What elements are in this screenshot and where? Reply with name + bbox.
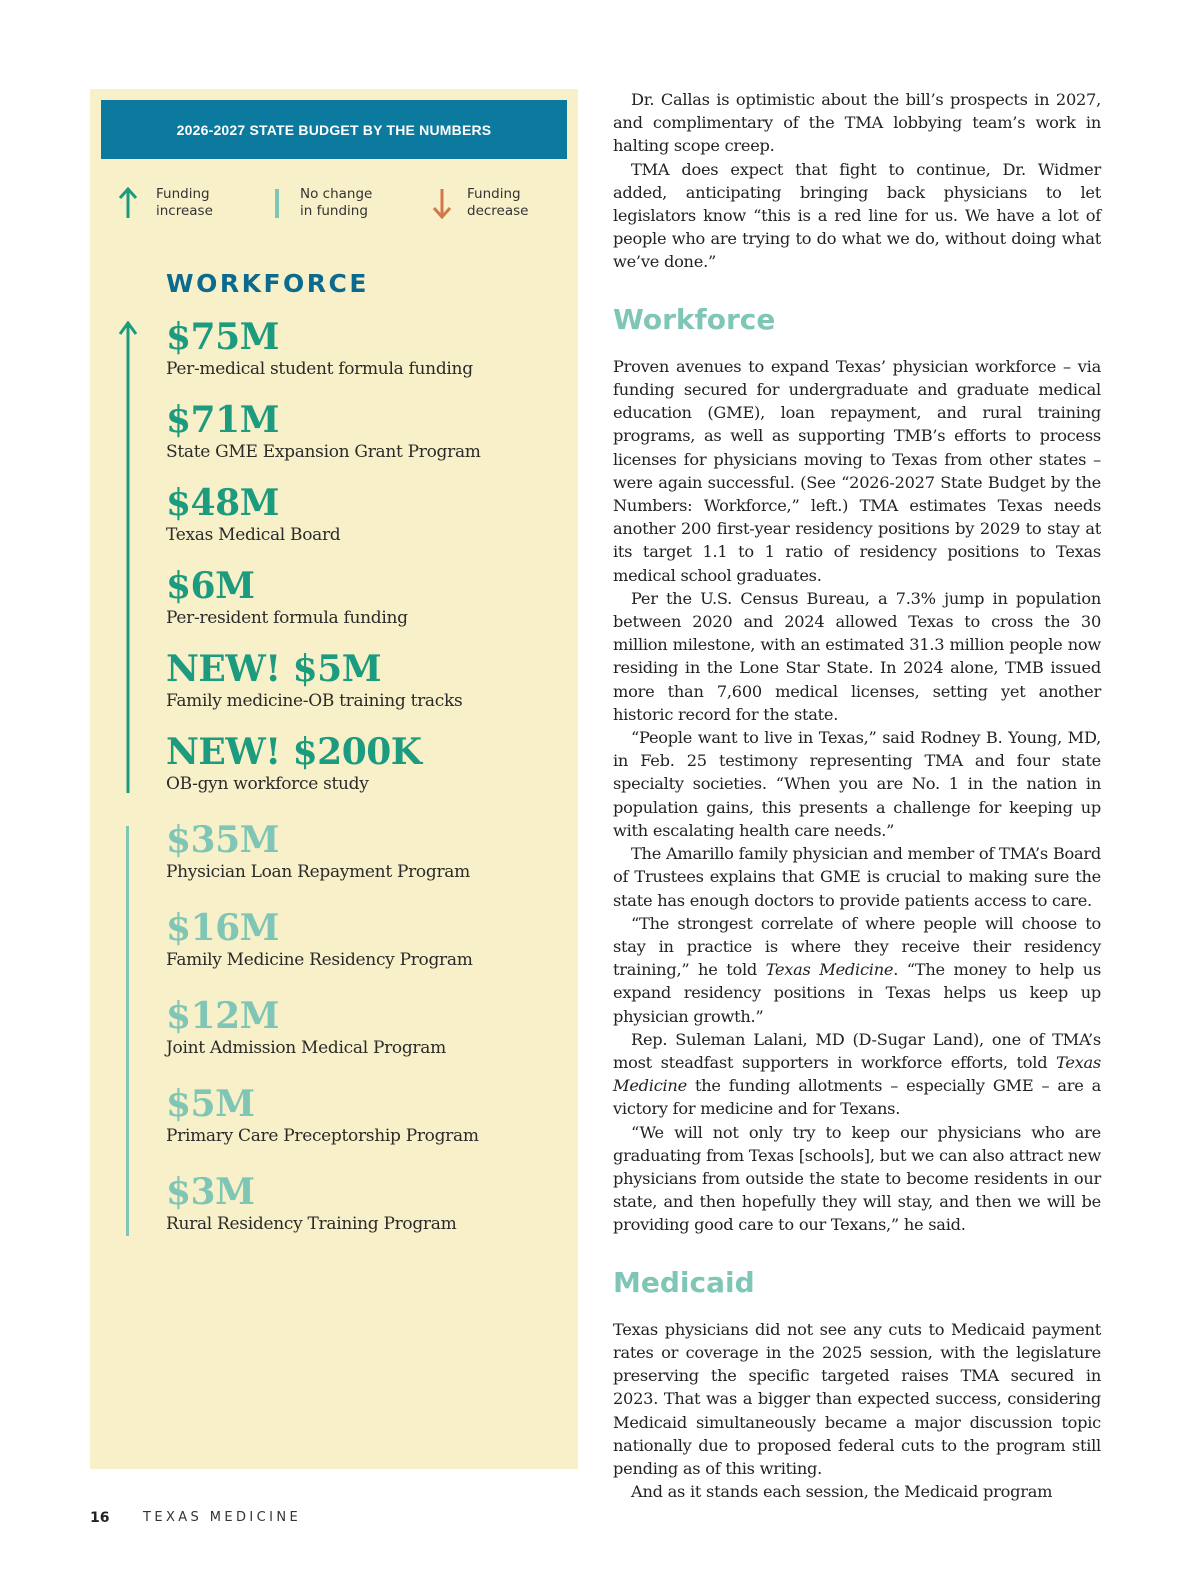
article-column	[613, 88, 1101, 1503]
paragraph	[613, 912, 1101, 1028]
budget-amount: $5M	[166, 1083, 255, 1125]
paragraph: TMA does expect that fight to continue, Dr. Widmer added, anticipating bringing back physicians to let legislators know “this is a red line for us. We have a lot of people who are trying to do what we do, without doing what we’ve done.”	[613, 159, 1101, 272]
budget-amount: $3M	[166, 1171, 255, 1213]
legend-no-change-line2: in funding	[300, 203, 368, 219]
budget-amount: $75M	[166, 316, 279, 358]
budget-label: Family medicine-OB training tracks	[166, 691, 463, 711]
legend-increase-line1: Funding	[156, 186, 210, 202]
budget-amount: NEW! $5M	[166, 648, 382, 690]
budget-amount: $35M	[166, 819, 279, 861]
section-heading-medicaid: Medicaid	[613, 1265, 755, 1299]
budget-label: OB-gyn workforce study	[166, 774, 369, 794]
budget-label: Per-medical student formula funding	[166, 359, 473, 379]
budget-item	[166, 483, 566, 546]
budget-amount: $16M	[166, 907, 279, 949]
arrow-down-icon	[430, 186, 454, 220]
publication-title: Texas Medicine	[613, 1052, 1101, 1096]
budget-label: Rural Residency Training Program	[166, 1214, 457, 1234]
budget-amount: NEW! $200K	[166, 731, 422, 773]
workforce-title: WORKFORCE	[166, 269, 369, 298]
flat-bar-icon	[272, 186, 284, 220]
budget-amount: $71M	[166, 399, 279, 441]
paragraph: Proven avenues to expand Texas’ physician workforce – via funding secured for undergraduate and graduate medical education (GME), loan repayment, and rural training programs, as well as supporting TMB’s efforts to process licenses for physicians moving to Texas from other states – were again successful. (See “2026-2027 State Budget by the Numbers: Workforce,” left.) TMA estimates Texas needs another 200 first-year residency positions by 2029 to stay at its target 1.1 to 1 ratio of residency positions to Texas medical school graduates.	[613, 356, 1101, 585]
paragraph-text: the funding allotments – especially GME – are a victory for medicine and for Texans.	[613, 1076, 1101, 1119]
paragraph-text: Rep. Suleman Lalani, MD (D-Sugar Land), one of TMA’s most steadfast supporters in workforce efforts, told	[613, 1029, 1101, 1072]
budget-label: State GME Expansion Grant Program	[166, 442, 481, 462]
budget-label: Family Medicine Residency Program	[166, 950, 473, 970]
budget-item	[166, 996, 566, 1059]
budget-item	[166, 566, 566, 629]
budget-amount: $6M	[166, 565, 255, 607]
budget-item	[166, 649, 566, 712]
budget-item	[166, 1172, 566, 1235]
budget-item	[166, 732, 566, 795]
budget-label: Primary Care Preceptorship Program	[166, 1126, 479, 1146]
publication-title: Texas Medicine	[765, 960, 894, 980]
budget-item	[166, 317, 566, 380]
magazine-name: TEXAS MEDICINE	[143, 1510, 302, 1525]
paragraph-text: . “The money to help us expand residency positions in Texas helps us keep up physician growth.”	[613, 960, 1101, 1026]
budget-label: Texas Medical Board	[166, 525, 341, 545]
no-change-trend-bar	[126, 826, 129, 1236]
budget-item	[166, 1084, 566, 1147]
page-number: 16	[90, 1510, 110, 1526]
paragraph: The Amarillo family physician and member of TMA’s Board of Trustees explains that GME is crucial to making sure the state has enough doctors to provide patients access to care.	[613, 844, 1101, 910]
paragraph: Texas physicians did not see any cuts to Medicaid payment rates or coverage in the 2025 session, with the legislature preserving the specific targeted raises TMA secured in 2023. That was a bigger than expected success, considering Medicaid simultaneously became a major discussion topic nationally due to proposed federal cuts to the program still pending as of this writing.	[613, 1319, 1101, 1478]
legend-no-change	[272, 183, 372, 223]
paragraph: Dr. Callas is optimistic about the bill’s prospects in 2027, and complimentary of the TMA lobbying team’s work in halting scope creep.	[613, 90, 1101, 156]
budget-amount: $12M	[166, 995, 279, 1037]
paragraph: Per the U.S. Census Bureau, a 7.3% jump in population between 2020 and 2024 allowed Texas to cross the 30 million milestone, with an estimated 31.3 million people now residing in the Lone Star State. In 2024 alone, TMB issued more than 7,600 medical licenses, setting yet another historic record for the state.	[613, 588, 1101, 724]
legend-decrease-line1: Funding	[467, 186, 521, 202]
budget-label: Joint Admission Medical Program	[166, 1038, 446, 1058]
budget-item	[166, 820, 566, 883]
paragraph	[613, 1028, 1101, 1121]
paragraph-text: “The strongest correlate of where people will choose to stay in practice is where they receive their residency training,” he told	[613, 913, 1101, 980]
budget-label: Physician Loan Repayment Program	[166, 862, 470, 882]
section-heading-workforce: Workforce	[613, 302, 776, 336]
sidebar-header: 2026-2027 STATE BUDGET BY THE NUMBERS	[101, 100, 567, 159]
paragraph: And as it stands each session, the Medicaid program	[631, 1482, 1053, 1502]
increase-trend-arrow-icon	[118, 321, 138, 793]
legend-decrease-line2: decrease	[467, 203, 529, 219]
budget-item	[166, 400, 566, 463]
arrow-up-icon	[116, 186, 140, 220]
budget-amount: $48M	[166, 482, 279, 524]
paragraph: “We will not only try to keep our physicians who are graduating from Texas [schools], but we can also attract new physicians from outside the state to become residents in our state, and then hopefully they will stay, and then we will be providing good care to our Texans,” he said.	[613, 1122, 1101, 1235]
legend-funding-increase	[116, 183, 213, 223]
budget-item	[166, 908, 566, 971]
budget-sidebar	[90, 89, 578, 1469]
paragraph: “People want to live in Texas,” said Rodney B. Young, MD, in Feb. 25 testimony representing TMA and four state specialty societies. “When you are No. 1 in the nation in population gains, this presents a challenge for keeping up with escalating health care needs.”	[613, 728, 1101, 840]
legend-increase-line2: increase	[156, 203, 213, 219]
legend-funding-decrease	[430, 183, 528, 223]
budget-label: Per-resident formula funding	[166, 608, 408, 628]
legend-no-change-line1: No change	[300, 186, 373, 202]
